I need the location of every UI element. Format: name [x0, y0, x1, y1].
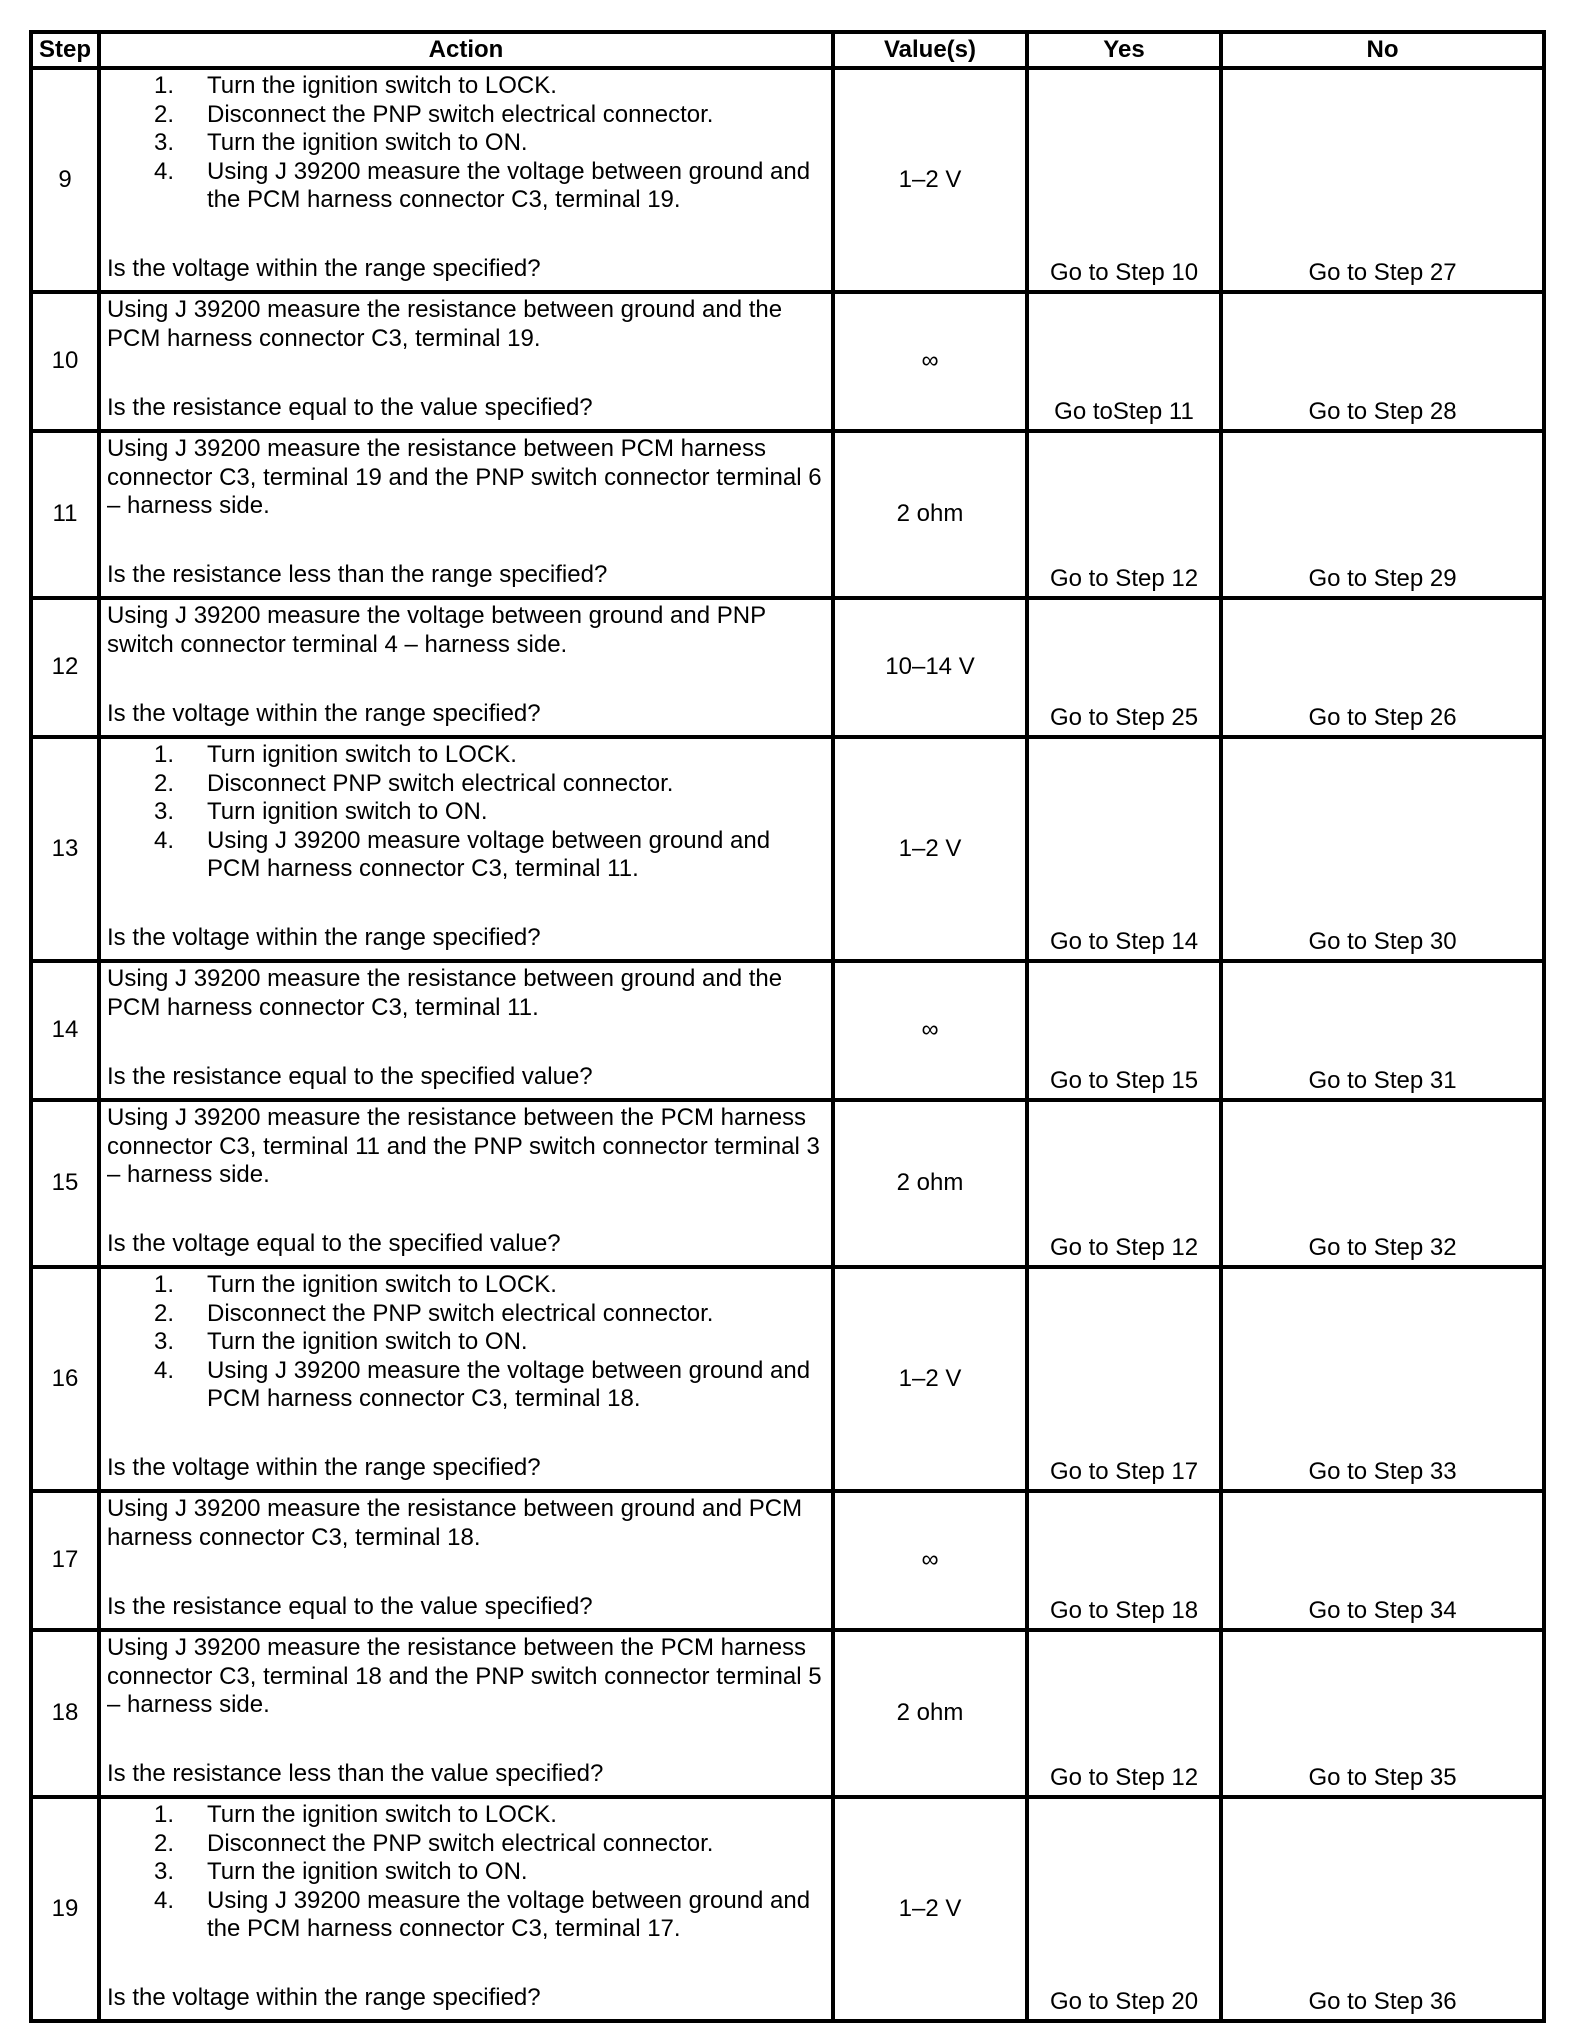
yes-cell: Go to Step 10	[1027, 68, 1221, 292]
action-step-item: Disconnect PNP switch electrical connector.	[207, 769, 674, 797]
value-cell: 2 ohm	[833, 1630, 1027, 1797]
header-yes: Yes	[1027, 32, 1221, 68]
action-question: Is the resistance equal to the value specified?	[107, 393, 593, 421]
action-step-item: Turn the ignition switch to LOCK.	[207, 1801, 557, 1828]
action-cell	[99, 598, 833, 737]
no-cell: Go to Step 29	[1221, 431, 1544, 598]
value-cell: 1–2 V	[833, 68, 1027, 292]
no-cell: Go to Step 32	[1221, 1100, 1544, 1267]
action-cell	[99, 1267, 833, 1491]
no-cell: Go to Step 35	[1221, 1630, 1544, 1797]
action-cell	[99, 1630, 833, 1797]
action-cell	[99, 1491, 833, 1630]
action-text: Using J 39200 measure the resistance between ground and PCM harness connector C3, terminal 18.	[107, 1495, 803, 1551]
action-text: Using J 39200 measure the resistance between the PCM harness connector C3, terminal 18 and the PNP switch connector terminal 5 – harness side.	[107, 1634, 822, 1718]
value-cell: 2 ohm	[833, 1100, 1027, 1267]
no-cell: Go to Step 27	[1221, 68, 1544, 292]
action-question: Is the resistance equal to the specified value?	[107, 1062, 593, 1090]
action-step-item: Disconnect the PNP switch electrical connector.	[207, 1829, 714, 1857]
table-row	[31, 68, 1544, 292]
diagnostic-table	[29, 30, 1546, 2023]
action-text: Using J 39200 measure the resistance between ground and the PCM harness connector C3, terminal 11.	[107, 965, 783, 1021]
action-step-item: Disconnect the PNP switch electrical connector.	[207, 100, 714, 128]
value-cell: 1–2 V	[833, 1267, 1027, 1491]
action-step-item: Turn the ignition switch to ON.	[207, 1328, 528, 1355]
value-cell: ∞	[833, 961, 1027, 1100]
action-content	[107, 296, 823, 422]
step-number: 16	[31, 1267, 99, 1491]
step-number: 11	[31, 431, 99, 598]
table-row	[31, 1491, 1544, 1630]
yes-cell: Go to Step 20	[1027, 1797, 1221, 2021]
yes-cell: Go to Step 12	[1027, 1100, 1221, 1267]
yes-cell: Go to Step 12	[1027, 431, 1221, 598]
action-question: Is the voltage within the range specified?	[107, 923, 541, 951]
action-content	[107, 1634, 823, 1788]
no-cell: Go to Step 28	[1221, 292, 1544, 431]
action-steps-list	[107, 72, 823, 215]
yes-cell: Go to Step 25	[1027, 598, 1221, 737]
action-step-item: Using J 39200 measure the voltage between ground and PCM harness connector C3, terminal 18.	[207, 1356, 811, 1412]
table-row	[31, 431, 1544, 598]
table-row	[31, 1630, 1544, 1797]
action-content	[107, 72, 823, 283]
action-question: Is the resistance less than the range specified?	[107, 560, 608, 588]
no-cell: Go to Step 34	[1221, 1491, 1544, 1630]
yes-cell: Go to Step 18	[1027, 1491, 1221, 1630]
value-cell: ∞	[833, 292, 1027, 431]
table-row	[31, 1797, 1544, 2021]
action-text: Using J 39200 measure the voltage between ground and PNP switch connector terminal 4 – harness side.	[107, 602, 766, 658]
yes-cell: Go to Step 14	[1027, 737, 1221, 961]
yes-cell: Go to Step 15	[1027, 961, 1221, 1100]
table-row	[31, 961, 1544, 1100]
value-cell: 1–2 V	[833, 737, 1027, 961]
step-number: 10	[31, 292, 99, 431]
action-cell	[99, 1797, 833, 2021]
action-content	[107, 1271, 823, 1482]
header-action: Action	[99, 32, 833, 68]
action-step-item: Using J 39200 measure the voltage between ground and the PCM harness connector C3, terminal 19.	[207, 157, 811, 213]
action-cell	[99, 292, 833, 431]
action-question: Is the resistance less than the value specified?	[107, 1759, 604, 1787]
action-cell	[99, 961, 833, 1100]
value-cell: 10–14 V	[833, 598, 1027, 737]
step-number: 13	[31, 737, 99, 961]
action-cell	[99, 68, 833, 292]
no-cell: Go to Step 31	[1221, 961, 1544, 1100]
table-row	[31, 1100, 1544, 1267]
step-number: 12	[31, 598, 99, 737]
step-number: 19	[31, 1797, 99, 2021]
action-question: Is the voltage within the range specified?	[107, 254, 541, 282]
value-cell: 1–2 V	[833, 1797, 1027, 2021]
action-steps-list	[107, 1271, 823, 1414]
table-row	[31, 1267, 1544, 1491]
yes-cell: Go to Step 17	[1027, 1267, 1221, 1491]
step-number: 18	[31, 1630, 99, 1797]
action-cell	[99, 737, 833, 961]
no-cell: Go to Step 36	[1221, 1797, 1544, 2021]
action-step-item: Turn the ignition switch to LOCK.	[207, 72, 557, 99]
action-question: Is the resistance equal to the value specified?	[107, 1592, 593, 1620]
action-content	[107, 602, 823, 728]
action-step-item: Using J 39200 measure the voltage between ground and the PCM harness connector C3, terminal 17.	[207, 1886, 811, 1942]
step-number: 15	[31, 1100, 99, 1267]
action-content	[107, 741, 823, 952]
table-row	[31, 292, 1544, 431]
step-number: 14	[31, 961, 99, 1100]
step-number: 17	[31, 1491, 99, 1630]
action-step-item: Turn the ignition switch to ON.	[207, 129, 528, 156]
action-content	[107, 1495, 823, 1621]
header-step: Step	[31, 32, 99, 68]
action-step-item: Using J 39200 measure voltage between ground and PCM harness connector C3, terminal 11.	[207, 826, 771, 882]
action-step-item: Turn ignition switch to ON.	[207, 798, 488, 825]
action-step-item: Turn ignition switch to LOCK.	[207, 741, 517, 768]
action-steps-list	[107, 741, 823, 884]
header-row	[31, 32, 1544, 68]
yes-cell: Go to Step 12	[1027, 1630, 1221, 1797]
action-question: Is the voltage equal to the specified value?	[107, 1229, 561, 1257]
action-step-item: Turn the ignition switch to ON.	[207, 1858, 528, 1885]
value-cell: ∞	[833, 1491, 1027, 1630]
action-question: Is the voltage within the range specified?	[107, 699, 541, 727]
action-question: Is the voltage within the range specified?	[107, 1983, 541, 2011]
action-question: Is the voltage within the range specified?	[107, 1453, 541, 1481]
action-text: Using J 39200 measure the resistance between PCM harness connector C3, terminal 19 and the PNP switch connector terminal 6 – harness side.	[107, 435, 822, 519]
action-cell	[99, 1100, 833, 1267]
action-content	[107, 1104, 823, 1258]
value-cell: 2 ohm	[833, 431, 1027, 598]
action-text: Using J 39200 measure the resistance between the PCM harness connector C3, terminal 11 and the PNP switch connector terminal 3 – harness side.	[107, 1104, 820, 1188]
action-text: Using J 39200 measure the resistance between ground and the PCM harness connector C3, terminal 19.	[107, 296, 783, 352]
no-cell: Go to Step 26	[1221, 598, 1544, 737]
no-cell: Go to Step 30	[1221, 737, 1544, 961]
yes-cell: Go toStep 11	[1027, 292, 1221, 431]
header-no: No	[1221, 32, 1544, 68]
action-step-item: Turn the ignition switch to LOCK.	[207, 1271, 557, 1298]
table-row	[31, 737, 1544, 961]
no-cell: Go to Step 33	[1221, 1267, 1544, 1491]
table-row	[31, 598, 1544, 737]
action-content	[107, 965, 823, 1091]
header-values: Value(s)	[833, 32, 1027, 68]
action-step-item: Disconnect the PNP switch electrical connector.	[207, 1299, 714, 1327]
action-steps-list	[107, 1801, 823, 1944]
step-number: 9	[31, 68, 99, 292]
action-content	[107, 435, 823, 589]
table-body	[31, 68, 1544, 2021]
action-cell	[99, 431, 833, 598]
action-content	[107, 1801, 823, 2012]
